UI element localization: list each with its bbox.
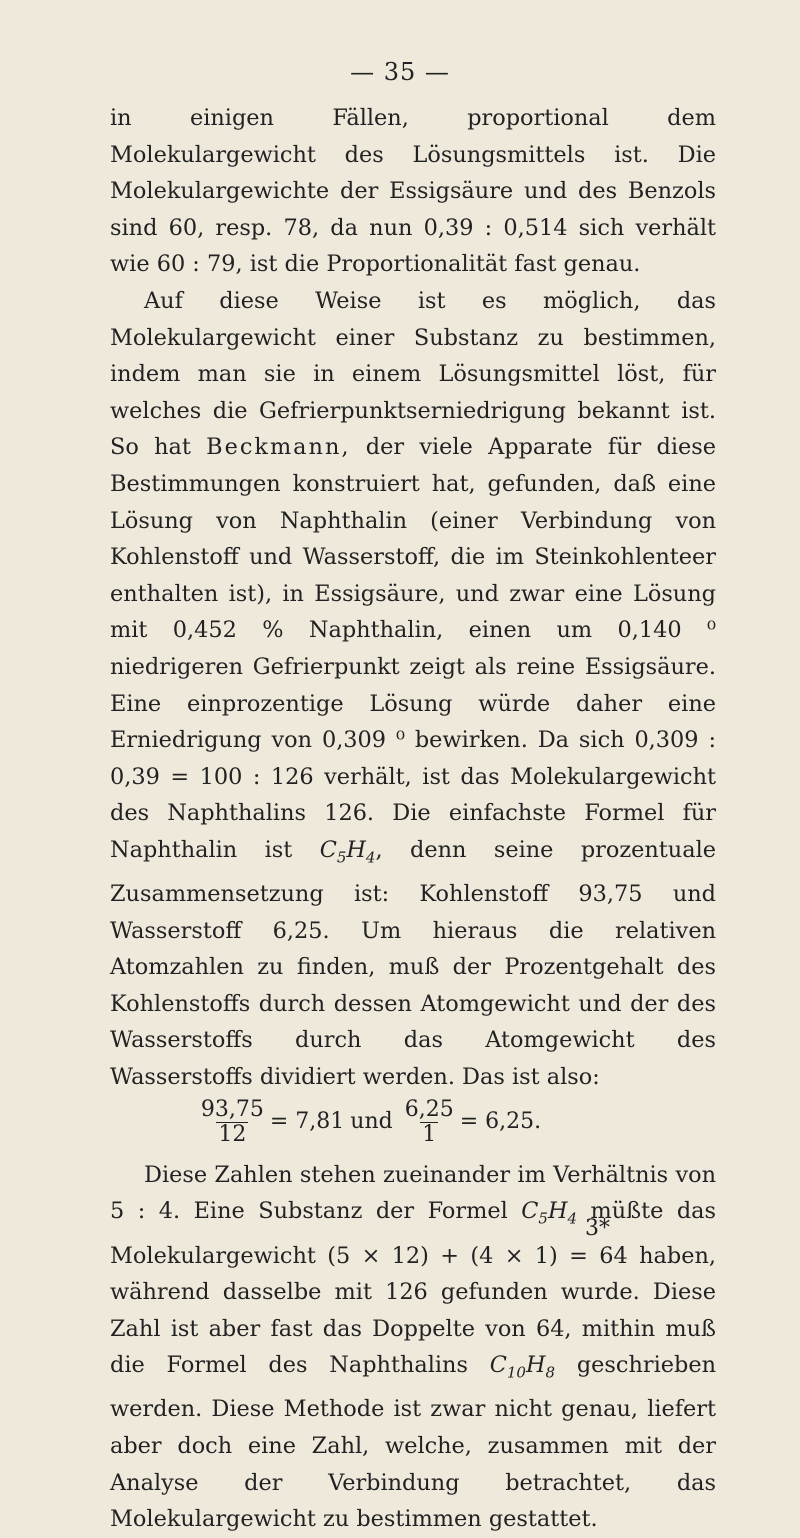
paragraph-2-part-a: Auf diese Weise ist es möglich, das Molekulargewicht einer Substanz zu bestimmen, indem man sie in einem Lösungsmittel löst, für welches die Gefrierpunktserniedrigung bekannt ist. So hat bbox=[110, 287, 716, 461]
page-number-header: — 35 — bbox=[350, 58, 450, 86]
paragraph-1: in einigen Fällen, proportional dem Molekulargewicht des Lösungsmittels ist. Die Molekulargewichte der Essigsäure und des Benzols sind 60, resp. 78, da nun 0,39 : 0,514 sich verhält wie 60 : 79, ist die Proportionalität fast genau. bbox=[110, 105, 716, 278]
formula-c5h4: $C_5H_4$ bbox=[319, 836, 376, 867]
fraction-carbon-numerator: 93,75 bbox=[200, 1096, 264, 1122]
fraction-hydrogen-result: = 6,25. bbox=[459, 1109, 542, 1135]
paragraph-3-part-a: Diese Zahlen stehen zueinander im Verhältnis von 5 : 4. Eine Substanz der Formel bbox=[110, 1161, 716, 1225]
body-text bbox=[110, 100, 716, 1538]
author-name: Beckmann, bbox=[206, 434, 351, 461]
formula-conjunction: und bbox=[350, 1109, 393, 1135]
fraction-carbon-result: = 7,81 bbox=[269, 1109, 345, 1135]
formula-c10h8: $C_{10}H_8$ bbox=[489, 1352, 556, 1382]
paragraph-3 bbox=[110, 1157, 716, 1538]
fraction-carbon-denominator: 12 bbox=[218, 1121, 247, 1147]
paragraph-3-part-b: müßte das Molekulargewicht (5 × 12) + (4 × 1) = 64 haben, während dasselbe mit 126 gefunden wurde. Diese Zahl ist aber fast das Doppelte von 64, mithin muß die Formel des Naphthalins bbox=[110, 1198, 717, 1379]
paragraph-2 bbox=[110, 283, 716, 1096]
fraction-hydrogen bbox=[403, 1098, 456, 1147]
formula-c5h4-second: $C_5H_4$ bbox=[521, 1198, 578, 1228]
fraction-hydrogen-numerator: 6,25 bbox=[404, 1096, 454, 1122]
paragraph-2-part-c: , denn seine prozentuale Zusammensetzung ist: Kohlenstoff 93,75 und Wasserstoff 6,25. Um hieraus die relativen Atomzahlen zu finden, muß der Prozentgehalt des Kohlenstoffs durch dessen Atomgewicht und der des Wasserstoffs durch das Atomgewicht des Wasserstoffs dividiert werden. Das ist also: bbox=[110, 836, 716, 1090]
paragraph-2-part-b: der viele Apparate für diese Bestimmungen konstruiert hat, gefunden, daß eine Lösung von Naphthalin (einer Verbindung von Kohlenstoff und Wasserstoff, die im Steinkohlenteer enthalten ist), in Essigsäure, und zwar eine Lösung mit 0,452 % Naphthalin, einen um 0,140 ⁰ niedrigeren Gefrierpunkt zeigt als reine Essigsäure. Eine einprozentige Lösung würde daher eine Erniedrigung von 0,309 ⁰ bewirken. Da sich 0,309 : 0,39 = 100 : 126 verhält, ist das Molekulargewicht des Naphthalins 126. Die einfachste Formel für Naphthalin ist bbox=[110, 434, 716, 863]
paragraph-3-part-c: geschrieben werden. Diese Methode ist zwar nicht genau, liefert aber doch eine Zahl, welche, zusammen mit der Analyse der Verbindung betrachtet, das Molekulargewicht zu bestimmen gestattet. bbox=[110, 1352, 716, 1533]
fraction-hydrogen-denominator: 1 bbox=[422, 1121, 437, 1147]
fraction-carbon bbox=[199, 1098, 266, 1147]
formula-block bbox=[110, 1098, 716, 1147]
signature-mark: 3* bbox=[585, 1216, 610, 1241]
